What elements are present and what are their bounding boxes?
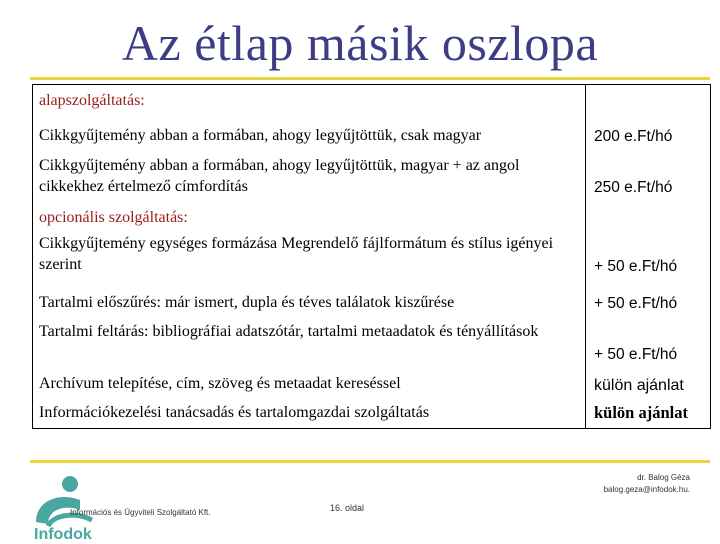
bottom-divider <box>30 460 710 463</box>
service-price: + 50 e.Ft/hó <box>594 295 678 312</box>
service-price: 200 e.Ft/hó <box>594 128 673 145</box>
page-number: 16. oldal <box>330 503 365 513</box>
service-price: külön ajánlat <box>594 377 684 394</box>
logo-text: Infodok <box>34 526 92 543</box>
service-row: Cikkgyűjtemény abban a formában, ahogy legyűjtöttük, csak magyar <box>39 127 482 144</box>
service-row: Tartalmi feltárás: bibliográfiai adatszótár, tartalmi metaadatok és tényállítások <box>39 323 539 340</box>
service-price: + 50 e.Ft/hó <box>594 346 678 363</box>
service-row: Cikkgyűjtemény abban a formában, ahogy legyűjtöttük, magyar + az angol cikkekhez értelmező címfordítás <box>39 157 520 195</box>
column-divider <box>585 84 586 429</box>
section-header-optional: opcionális szolgáltatás: <box>39 209 188 226</box>
service-price: + 50 e.Ft/hó <box>594 258 678 275</box>
service-price: külön ajánlat <box>594 403 688 422</box>
slide-title: Az étlap másik oszlopa <box>121 15 599 71</box>
service-price: 250 e.Ft/hó <box>594 179 673 196</box>
service-row: Tartalmi előszűrés: már ismert, dupla és téves találatok kiszűrése <box>39 294 455 311</box>
author-name: dr. Balog Géza <box>637 473 690 482</box>
service-row: Cikkgyűjtemény egységes formázása Megrendelő fájlformátum és stílus igényei szerint <box>39 235 554 273</box>
service-row: Archívum telepítése, cím, szöveg és metaadat kereséssel <box>39 375 401 392</box>
service-row: Információkezelési tanácsadás és tartalomgazdai szolgáltatás <box>39 404 430 421</box>
author-info <box>604 472 690 496</box>
company-name: Információs és Ügyviteli Szolgáltató Kft. <box>70 508 211 517</box>
top-divider <box>30 77 710 80</box>
author-email: balog.geza@infodok.hu. <box>603 485 690 494</box>
section-header-basic: alapszolgáltatás: <box>39 92 145 109</box>
